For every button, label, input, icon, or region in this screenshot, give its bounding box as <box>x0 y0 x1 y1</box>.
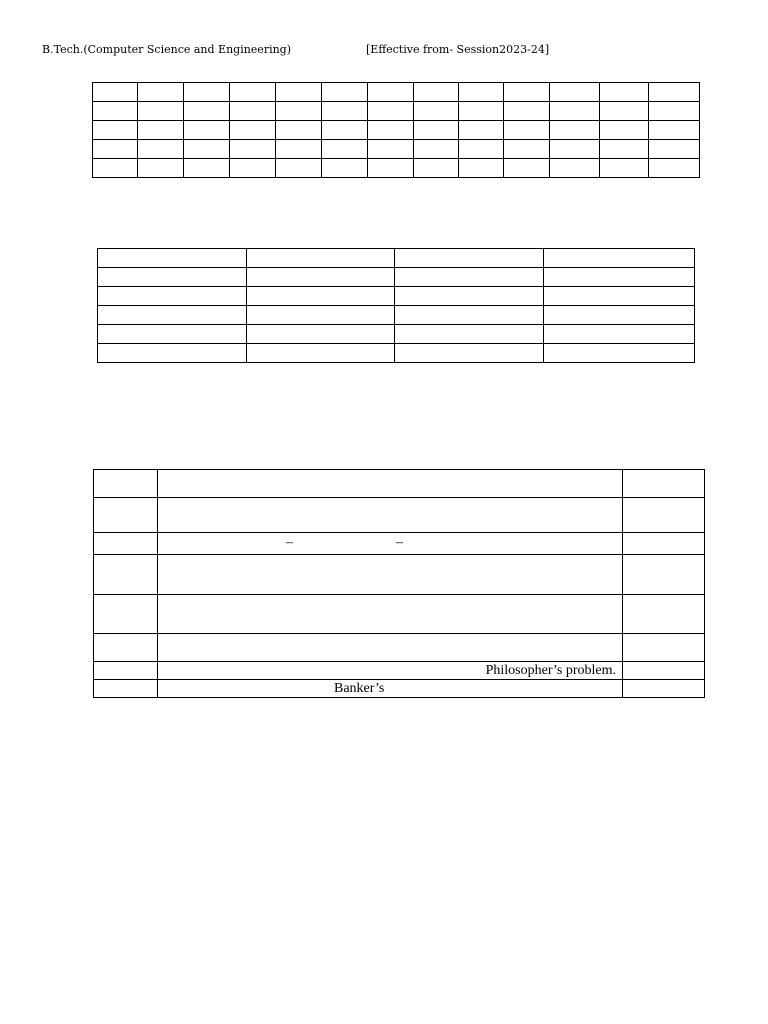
table-cell <box>93 159 138 178</box>
table-cell <box>138 121 184 140</box>
table-cell <box>276 102 322 121</box>
unit-cell <box>94 634 158 662</box>
table-row <box>94 498 705 533</box>
table-cell <box>600 159 649 178</box>
hours-cell <box>623 498 705 533</box>
topic-cell: Philosopher’s problem. <box>158 662 623 680</box>
table-cell <box>368 102 414 121</box>
table-cell <box>649 121 700 140</box>
dash-mark: – <box>286 535 293 550</box>
table-cell <box>230 83 276 102</box>
topic-cell <box>158 555 623 595</box>
table-cell <box>504 159 550 178</box>
syllabus-table <box>93 469 705 698</box>
hours-cell <box>623 662 705 680</box>
topic-cell <box>158 595 623 634</box>
table-cell <box>649 102 700 121</box>
table-cell <box>184 140 230 159</box>
table-cell <box>459 102 504 121</box>
effective-session: [Effective from- Session2023-24] <box>366 43 550 56</box>
table-cell <box>93 121 138 140</box>
table-cell <box>368 121 414 140</box>
table-cell <box>138 102 184 121</box>
topic-cell <box>158 498 623 533</box>
unit-cell <box>94 498 158 533</box>
table-cell <box>395 344 544 363</box>
table-cell <box>414 140 459 159</box>
table-cell <box>544 268 695 287</box>
table-cell <box>550 83 600 102</box>
table-cell <box>414 159 459 178</box>
table-row <box>94 555 705 595</box>
table-row <box>98 268 695 287</box>
table-cell <box>414 102 459 121</box>
table-cell <box>550 121 600 140</box>
unit-cell <box>94 680 158 698</box>
table-cell <box>322 102 368 121</box>
table-row <box>93 140 700 159</box>
table-row <box>98 306 695 325</box>
table-cell <box>395 287 544 306</box>
table-cell <box>184 159 230 178</box>
table-cell <box>93 83 138 102</box>
table-cell <box>368 83 414 102</box>
table-cell <box>247 325 395 344</box>
table-cell <box>98 344 247 363</box>
table-cell <box>649 83 700 102</box>
table-cell <box>550 140 600 159</box>
table-cell <box>504 102 550 121</box>
table-cell <box>247 268 395 287</box>
table-cell <box>414 121 459 140</box>
hours-cell <box>623 595 705 634</box>
table-cell <box>98 306 247 325</box>
table-row <box>94 662 705 680</box>
table-cell <box>247 306 395 325</box>
table-cell <box>230 102 276 121</box>
table-cell <box>600 140 649 159</box>
table-cell <box>93 102 138 121</box>
topic-cell: Banker’s <box>158 680 623 698</box>
table-cell <box>649 140 700 159</box>
hours-cell <box>623 680 705 698</box>
table-row <box>94 634 705 662</box>
table-cell <box>322 140 368 159</box>
table-cell <box>544 306 695 325</box>
table-row <box>94 595 705 634</box>
table-cell <box>368 140 414 159</box>
table-cell <box>247 249 395 268</box>
table-cell <box>504 121 550 140</box>
table-cell <box>544 249 695 268</box>
table-cell <box>322 121 368 140</box>
table-row <box>94 533 705 555</box>
table-cell <box>276 159 322 178</box>
table-row <box>93 83 700 102</box>
table-cell <box>395 268 544 287</box>
unit-cell <box>94 533 158 555</box>
hours-cell <box>623 555 705 595</box>
table-row <box>93 159 700 178</box>
table-cell <box>98 287 247 306</box>
topic-cell <box>158 634 623 662</box>
unit-cell <box>94 470 158 498</box>
table-cell <box>414 83 459 102</box>
table-cell <box>395 249 544 268</box>
table-cell <box>459 121 504 140</box>
hours-cell <box>623 533 705 555</box>
table-cell <box>98 325 247 344</box>
topic-cell <box>158 533 623 555</box>
table-cell <box>504 140 550 159</box>
table-cell <box>322 83 368 102</box>
table-cell <box>93 140 138 159</box>
table-2 <box>97 248 695 363</box>
unit-cell <box>94 595 158 634</box>
table-cell <box>98 249 247 268</box>
table-cell <box>550 102 600 121</box>
table-cell <box>230 121 276 140</box>
table-1 <box>92 82 700 178</box>
table-row <box>98 344 695 363</box>
table-cell <box>322 159 368 178</box>
table-cell <box>247 287 395 306</box>
table-cell <box>649 159 700 178</box>
table-cell <box>395 306 544 325</box>
table-row <box>94 470 705 498</box>
table-cell <box>544 344 695 363</box>
topic-cell <box>158 470 623 498</box>
table-cell <box>459 83 504 102</box>
table-cell <box>544 325 695 344</box>
table-cell <box>395 325 544 344</box>
table-cell <box>600 102 649 121</box>
table-cell <box>98 268 247 287</box>
table-cell <box>184 102 230 121</box>
table-cell <box>138 140 184 159</box>
table-cell <box>276 140 322 159</box>
unit-cell <box>94 662 158 680</box>
table-cell <box>459 140 504 159</box>
table-cell <box>276 83 322 102</box>
table-cell <box>230 159 276 178</box>
table-cell <box>600 121 649 140</box>
table-row <box>93 121 700 140</box>
program-title: B.Tech.(Computer Science and Engineering) <box>42 43 292 56</box>
dash-mark: – <box>396 535 403 550</box>
table-cell <box>138 83 184 102</box>
hours-cell <box>623 634 705 662</box>
table-cell <box>184 121 230 140</box>
table-row <box>94 680 705 698</box>
table-row <box>93 102 700 121</box>
table-cell <box>504 83 550 102</box>
table-cell <box>138 159 184 178</box>
hours-cell <box>623 470 705 498</box>
table-cell <box>368 159 414 178</box>
table-cell <box>544 287 695 306</box>
table-cell <box>230 140 276 159</box>
table-cell <box>247 344 395 363</box>
table-cell <box>600 83 649 102</box>
table-cell <box>184 83 230 102</box>
table-row <box>98 287 695 306</box>
table-row <box>98 325 695 344</box>
table-row <box>98 249 695 268</box>
table-cell <box>459 159 504 178</box>
table-cell <box>276 121 322 140</box>
table-cell <box>550 159 600 178</box>
unit-cell <box>94 555 158 595</box>
